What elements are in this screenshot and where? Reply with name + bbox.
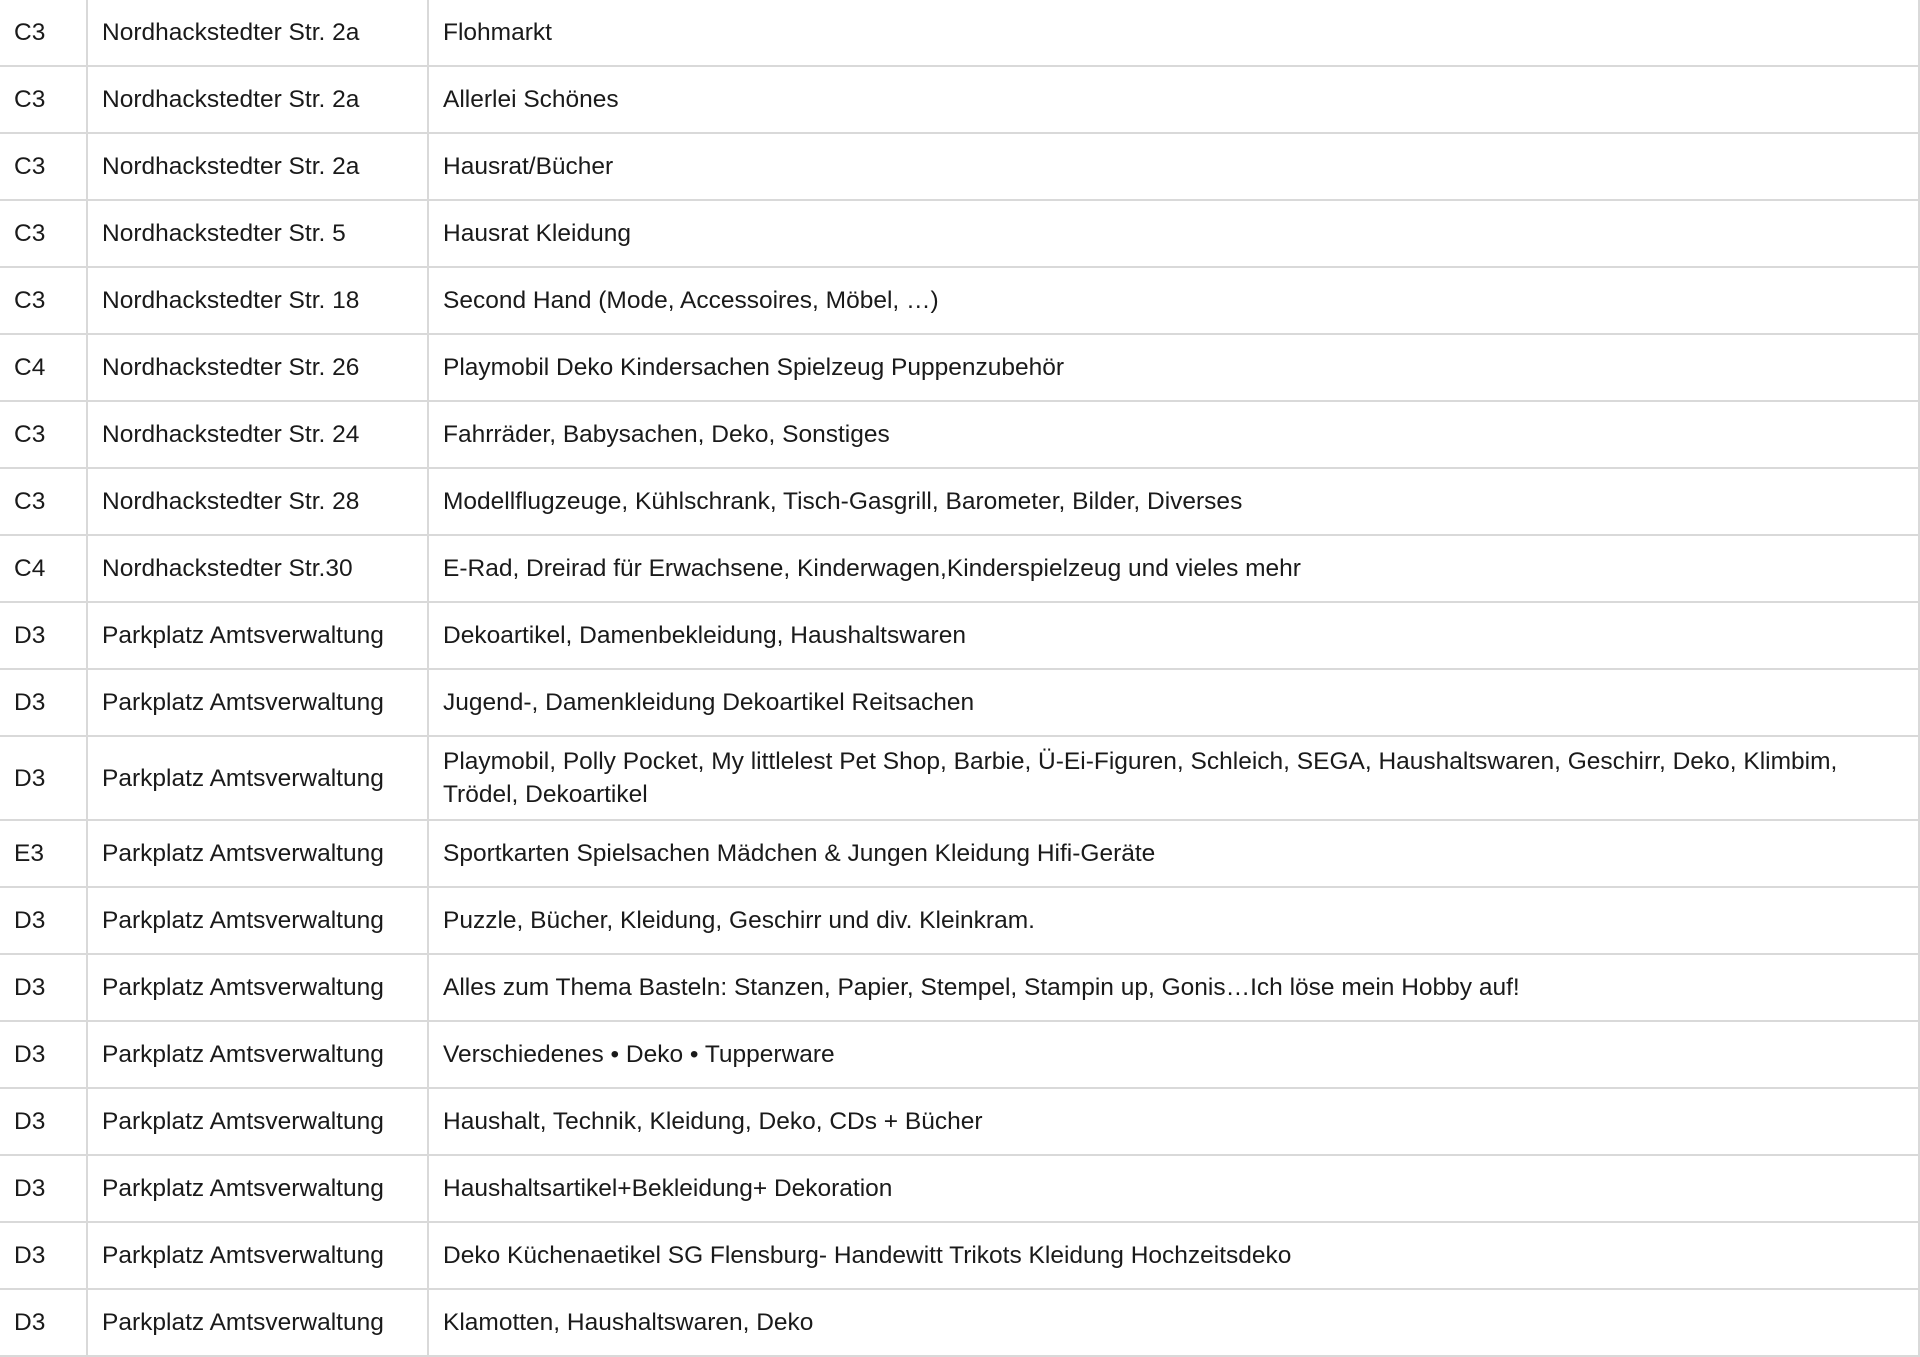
grid-cell: C4 [0, 535, 87, 602]
goods-cell: Hausrat Kleidung [428, 200, 1919, 267]
grid-cell: C3 [0, 267, 87, 334]
grid-cell: D3 [0, 1088, 87, 1155]
table-row [0, 66, 1919, 133]
goods-cell: Verschiedenes • Deko • Tupperware [428, 1021, 1919, 1088]
goods-cell: Deko Küchenaetikel SG Flensburg- Handewitt Trikots Kleidung Hochzeitsdeko [428, 1222, 1919, 1289]
location-cell: Parkplatz Amtsverwaltung [87, 820, 428, 887]
table-row [0, 535, 1919, 602]
goods-cell: Fahrräder, Babysachen, Deko, Sonstiges [428, 401, 1919, 468]
grid-cell: C3 [0, 200, 87, 267]
grid-cell: C3 [0, 0, 87, 66]
location-cell: Parkplatz Amtsverwaltung [87, 1088, 428, 1155]
table-row [0, 200, 1919, 267]
table-row [0, 1021, 1919, 1088]
table-row [0, 1222, 1919, 1289]
goods-cell: Modellflugzeuge, Kühlschrank, Tisch-Gasgrill, Barometer, Bilder, Diverses [428, 468, 1919, 535]
location-cell: Nordhackstedter Str. 18 [87, 267, 428, 334]
location-cell: Parkplatz Amtsverwaltung [87, 1289, 428, 1356]
goods-cell: Allerlei Schönes [428, 66, 1919, 133]
location-cell: Parkplatz Amtsverwaltung [87, 887, 428, 954]
table-row [0, 133, 1919, 200]
location-cell: Nordhackstedter Str.30 [87, 535, 428, 602]
location-cell: Nordhackstedter Str. 2a [87, 0, 428, 66]
location-cell: Nordhackstedter Str. 5 [87, 200, 428, 267]
location-cell: Parkplatz Amtsverwaltung [87, 1021, 428, 1088]
goods-cell: Second Hand (Mode, Accessoires, Möbel, …) [428, 267, 1919, 334]
table-row [0, 0, 1919, 66]
location-cell: Parkplatz Amtsverwaltung [87, 1222, 428, 1289]
goods-cell: Haushaltsartikel+Bekleidung+ Dekoration [428, 1155, 1919, 1222]
grid-cell: C3 [0, 401, 87, 468]
table-row [0, 820, 1919, 887]
table-row [0, 334, 1919, 401]
location-cell: Parkplatz Amtsverwaltung [87, 602, 428, 669]
table-row [0, 669, 1919, 736]
table-row [0, 736, 1919, 820]
location-cell: Nordhackstedter Str. 28 [87, 468, 428, 535]
grid-cell: D3 [0, 954, 87, 1021]
goods-cell: Klamotten, Haushaltswaren, Deko [428, 1289, 1919, 1356]
grid-cell: D3 [0, 602, 87, 669]
goods-cell: Puzzle, Bücher, Kleidung, Geschirr und div. Kleinkram. [428, 887, 1919, 954]
location-cell: Parkplatz Amtsverwaltung [87, 954, 428, 1021]
table-row [0, 1289, 1919, 1356]
goods-cell: Hausrat/Bücher [428, 133, 1919, 200]
table-row [0, 267, 1919, 334]
table-row [0, 401, 1919, 468]
goods-cell: Playmobil Deko Kindersachen Spielzeug Puppenzubehör [428, 334, 1919, 401]
goods-cell: Flohmarkt [428, 0, 1919, 66]
table-row [0, 602, 1919, 669]
location-cell: Nordhackstedter Str. 2a [87, 66, 428, 133]
table-row [0, 1155, 1919, 1222]
grid-cell: D3 [0, 1289, 87, 1356]
table-row [0, 468, 1919, 535]
table-row [0, 887, 1919, 954]
goods-cell: E-Rad, Dreirad für Erwachsene, Kinderwagen,Kinderspielzeug und vieles mehr [428, 535, 1919, 602]
location-cell: Parkplatz Amtsverwaltung [87, 736, 428, 820]
location-cell: Parkplatz Amtsverwaltung [87, 1155, 428, 1222]
grid-cell: D3 [0, 736, 87, 820]
grid-cell: D3 [0, 1222, 87, 1289]
grid-cell: D3 [0, 1155, 87, 1222]
grid-cell: D3 [0, 669, 87, 736]
grid-cell: C4 [0, 334, 87, 401]
grid-cell: D3 [0, 887, 87, 954]
grid-cell: C3 [0, 468, 87, 535]
grid-cell: D3 [0, 1021, 87, 1088]
grid-cell: C3 [0, 133, 87, 200]
table-row [0, 1088, 1919, 1155]
goods-cell: Alles zum Thema Basteln: Stanzen, Papier, Stempel, Stampin up, Gonis…Ich löse mein Hobby auf! [428, 954, 1919, 1021]
location-cell: Nordhackstedter Str. 26 [87, 334, 428, 401]
goods-cell: Haushalt, Technik, Kleidung, Deko, CDs + Bücher [428, 1088, 1919, 1155]
location-cell: Parkplatz Amtsverwaltung [87, 669, 428, 736]
goods-cell: Dekoartikel, Damenbekleidung, Haushaltswaren [428, 602, 1919, 669]
grid-cell: E3 [0, 820, 87, 887]
location-cell: Nordhackstedter Str. 2a [87, 133, 428, 200]
grid-cell: C3 [0, 66, 87, 133]
goods-cell: Playmobil, Polly Pocket, My littlelest Pet Shop, Barbie, Ü-Ei-Figuren, Schleich, SEGA, Haushaltswaren, Geschirr, Deko, Klimbim, Trödel, Dekoartikel [428, 736, 1919, 820]
goods-cell: Jugend-, Damenkleidung Dekoartikel Reitsachen [428, 669, 1919, 736]
goods-cell: Sportkarten Spielsachen Mädchen & Jungen Kleidung Hifi-Geräte [428, 820, 1919, 887]
table-row [0, 954, 1919, 1021]
location-cell: Nordhackstedter Str. 24 [87, 401, 428, 468]
